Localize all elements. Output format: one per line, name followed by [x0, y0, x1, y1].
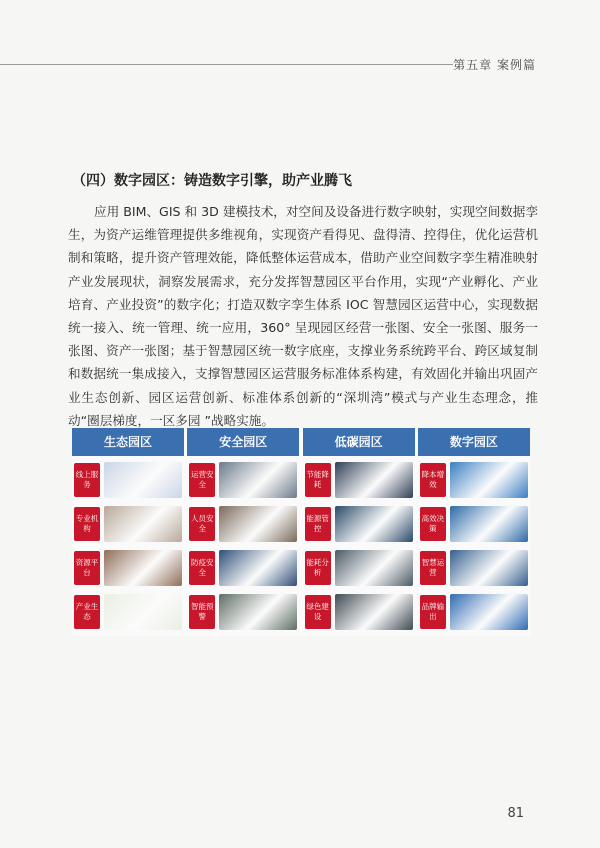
tile-photo: [104, 594, 182, 630]
chapter-heading: 第五章 案例篇: [453, 58, 536, 72]
figure-column: [187, 428, 299, 636]
body-paragraph: 应用 BIM、GIS 和 3D 建模技术，对空间及设备进行数字映射，实现空间数据孪生，为资产运维管理提供多维视角，实现资产看得见、盘得清、控得住，优化运营机制和策略，提升资产管理效能，降低整体运营成本，借助产业空间数字孪生精准映射产业发展现状，洞察发展需求，充分发挥智慧园区平台作用，实现“产业孵化、产业培育、产业投资”的数字化；打造双数字孪生体系 IOC 智慧园区运营中心，实现数据统一接入、统一管理、统一应用，360° 呈现园区经营一张图、安全一张图、服务一张图、资产一张图；基于智慧园区统一数字底座，支撑业务系统跨平台、跨区域复制和数据统一集成接入，支撑智慧园区运营服务标准体系构建，有效固化并输出巩固产业生态创新、园区运营创新、标准体系创新的“深圳湾”模式与产业生态理念，推动“圈层梯度，一区多园 ”战略实施。: [68, 204, 538, 428]
tile-label: 节能降耗: [305, 463, 331, 497]
tile-label: 专业机构: [74, 507, 100, 541]
tile-label: 降本增效: [420, 463, 446, 497]
figure-column: [72, 428, 184, 636]
feature-tile: [303, 592, 415, 632]
tile-label: 高效决策: [420, 507, 446, 541]
tile-photo: [335, 594, 413, 630]
feature-tile: [303, 548, 415, 588]
park-feature-figure: [72, 428, 530, 636]
tile-photo: [335, 506, 413, 542]
tile-photo: [104, 506, 182, 542]
tile-photo: [219, 550, 297, 586]
tile-label: 运营安全: [189, 463, 215, 497]
tile-label: 资源平台: [74, 551, 100, 585]
figure-column: [418, 428, 530, 636]
tile-photo: [104, 462, 182, 498]
column-heading: 低碳园区: [303, 428, 415, 456]
tile-label: 人员安全: [189, 507, 215, 541]
tile-label: 智慧运营: [420, 551, 446, 585]
tile-label: 品牌输出: [420, 595, 446, 629]
tile-photo: [450, 550, 528, 586]
tile-photo: [219, 462, 297, 498]
feature-tile: [418, 504, 530, 544]
feature-tile: [72, 548, 184, 588]
tile-photo: [219, 594, 297, 630]
tile-photo: [335, 462, 413, 498]
column-heading: 生态园区: [72, 428, 184, 456]
feature-tile: [72, 504, 184, 544]
tile-label: 能耗分析: [305, 551, 331, 585]
figure-column: [303, 428, 415, 636]
tile-photo: [219, 506, 297, 542]
tile-photo: [450, 462, 528, 498]
feature-tile: [72, 460, 184, 500]
feature-tile: [418, 548, 530, 588]
column-heading: 安全园区: [187, 428, 299, 456]
tile-label: 产业生态: [74, 595, 100, 629]
feature-tile: [418, 460, 530, 500]
tile-label: 线上服务: [74, 463, 100, 497]
tile-photo: [450, 594, 528, 630]
feature-tile: [303, 460, 415, 500]
tile-label: 绿色建设: [305, 595, 331, 629]
page-number: 81: [507, 806, 524, 821]
tile-label: 能源管控: [305, 507, 331, 541]
column-heading: 数字园区: [418, 428, 530, 456]
feature-tile: [187, 592, 299, 632]
feature-tile: [303, 504, 415, 544]
tile-label: 智能预警: [189, 595, 215, 629]
feature-tile: [187, 460, 299, 500]
tile-photo: [335, 550, 413, 586]
feature-tile: [187, 548, 299, 588]
section-title: （四）数字园区：铸造数字引擎，助产业腾飞: [72, 173, 352, 189]
header-rule: [0, 64, 453, 65]
tile-photo: [104, 550, 182, 586]
feature-tile: [72, 592, 184, 632]
feature-tile: [187, 504, 299, 544]
feature-tile: [418, 592, 530, 632]
tile-photo: [450, 506, 528, 542]
tile-label: 防疫安全: [189, 551, 215, 585]
